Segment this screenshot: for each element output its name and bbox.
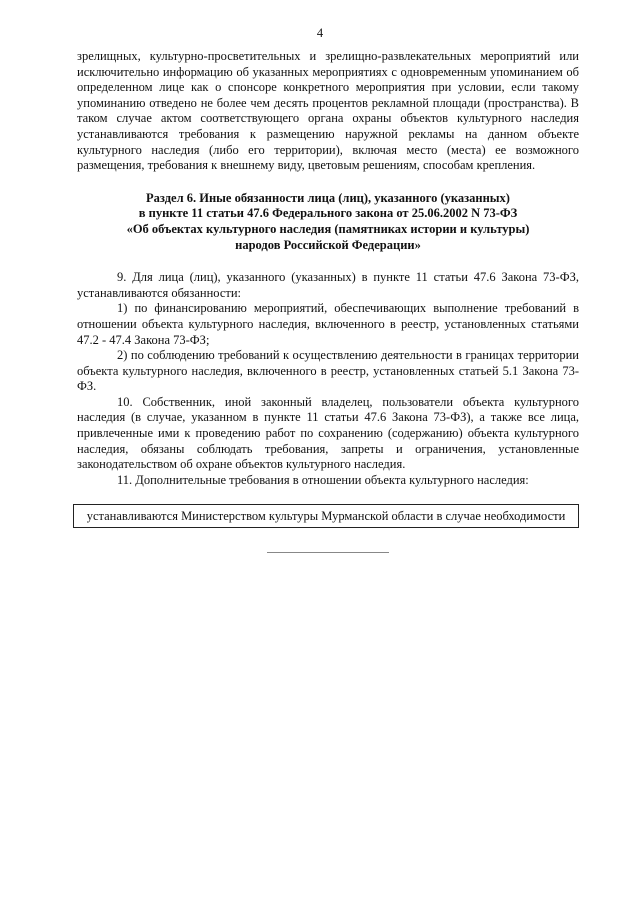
page-number: 4	[316, 26, 324, 40]
heading-line: Раздел 6. Иные обязанности лица (лиц), указанного (указанных)	[146, 190, 510, 205]
heading-line: народов Российской Федерации»	[235, 237, 421, 252]
additional-requirements-box: устанавливаются Министерством культуры Мурманской области в случае необходимости	[73, 504, 579, 528]
heading-line: «Об объектах культурного наследия (памятниках истории и культуры)	[126, 221, 530, 236]
section-6-heading	[77, 191, 579, 253]
paragraph-9-item-2: 2) по соблюдению требований к осуществлению деятельности в границах территории объекта культурного наследия, включенного в реестр, установленных статьей 5.1 Закона 73-ФЗ.	[77, 348, 579, 394]
document-body	[77, 49, 579, 553]
paragraph-10: 10. Собственник, иной законный владелец, пользователи объекта культурного наследия (в случае, указанном в пункте 11 статьи 47.6 Закона 73-ФЗ), а также все лица, привлеченные ими к проведению работ по сохранению (содержанию) объекта культурного наследия, обязаны соблюдать требования, запреты и ограничения, установленные законодательством об охране объектов культурного наследия.	[77, 394, 579, 472]
heading-line: в пункте 11 статьи 47.6 Федерального закона от 25.06.2002 N 73-ФЗ	[138, 206, 518, 221]
paragraph-9-item-1: 1) по финансированию мероприятий, обеспечивающих выполнение требований в отношении объекта культурного наследия, включенного в реестр, установленных статьями 47.2 - 47.4 Закона 73-ФЗ;	[77, 301, 579, 347]
paragraph-11: 11. Дополнительные требования в отношении объекта культурного наследия:	[117, 472, 529, 487]
end-rule	[267, 552, 389, 553]
paragraph-9: 9. Для лица (лиц), указанного (указанных) в пункте 11 статьи 47.6 Закона 73-ФЗ, устанавливаются обязанности:	[77, 270, 579, 300]
intro-paragraph: зрелищных, культурно-просветительных и зрелищно-развлекательных мероприятий или исключительно информацию об указанных мероприятиях с одновременным упоминанием об определенном лице как о спонсоре конкретного мероприятия при условии, если такому упоминанию отведено не более чем десять процентов рекламной площади (пространства). В таком случае актом соответствующего органа охраны объектов культурного наследия устанавливаются требования к размещению наружной рекламы на данном объекте культурного наследия (либо его территории), включая место (места) ее возможного размещения, требования к внешнему виду, цветовым решениям, способам крепления.	[77, 49, 579, 173]
